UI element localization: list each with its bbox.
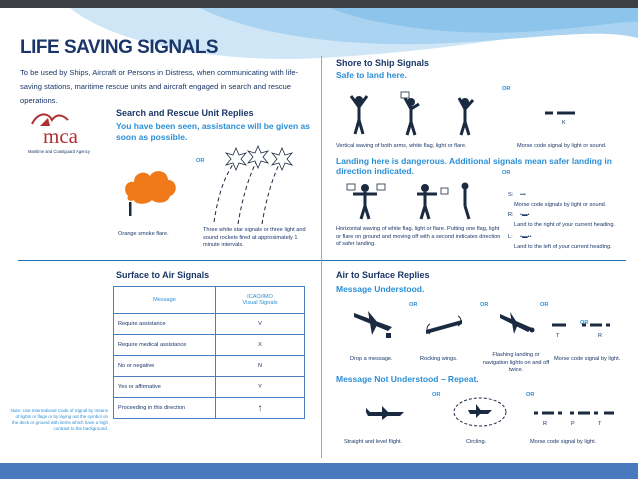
- flashing-lights-plane-icon: [496, 308, 536, 338]
- air-or-4: OR: [580, 320, 589, 326]
- intro-text: To be used by Ships, Aircraft or Persons in Distress, when communicating with life-saving stations, maritime rescue units and aircraft engaged in search and rescue operations.: [20, 68, 299, 105]
- drop-message-plane-icon: [352, 305, 396, 341]
- morse-k-caption: Morse code signal by light or sound.: [517, 143, 607, 149]
- morse-s-label: S:: [508, 192, 514, 198]
- sar-subheading: You have been seen, assistance will be given as soon as possible.: [116, 121, 311, 142]
- safe-heading: Safe to land here.: [336, 70, 407, 80]
- air-or-2: OR: [480, 302, 489, 308]
- section-divider: [18, 260, 626, 261]
- straight-flight-plane-icon: [364, 402, 408, 422]
- row-message: Require medical assistance: [114, 335, 216, 356]
- shore-heading: Shore to Ship Signals: [336, 58, 430, 68]
- star-signals-icon: [206, 146, 296, 226]
- flash-caption: Flashing landing or navigation lights on and off twice.: [482, 352, 550, 373]
- horizontal-waving-icon: [345, 176, 485, 220]
- waving-caption: Vertical waving of both arms, white flag, light or flare.: [336, 143, 467, 149]
- row-signal: ↑: [216, 398, 305, 419]
- air-or-6: OR: [526, 392, 535, 398]
- morse-s-code: •••: [520, 192, 526, 198]
- stars-caption: Three white star signals or three light and sound rockets fired at approximately 1 minute intervals.: [203, 227, 306, 248]
- surface-signals-table: [113, 286, 305, 419]
- circling-caption: Circling.: [466, 439, 487, 445]
- rocking-wings-plane-icon: [422, 312, 466, 338]
- sar-heading: Search and Rescue Unit Replies: [116, 108, 254, 118]
- table-header-row: [114, 287, 305, 314]
- smoke-flare-icon: [120, 160, 180, 220]
- air-or-1: OR: [409, 302, 418, 308]
- morse-r-code: •▬•: [520, 212, 530, 218]
- table-row: [114, 335, 305, 356]
- sar-or: OR: [196, 158, 205, 164]
- bottom-bar: [0, 463, 638, 479]
- rock-caption: Rocking wings.: [420, 356, 458, 362]
- signal-lamp-icon: [545, 105, 575, 121]
- morse2-caption: Morse code signal by light.: [530, 439, 597, 445]
- morse-r-letter: R: [598, 333, 603, 339]
- surface-note: Note: Use International Code of Signal by means of lights or flags or by laying out the symbol on the deck or ground with items which have a high contrast to the background.: [10, 408, 108, 431]
- row-signal: V: [216, 314, 305, 335]
- logo-caption: Maritime and Coastguard Agency: [28, 149, 90, 154]
- column-divider: [321, 56, 322, 458]
- morse1-caption: Morse code signal by light.: [554, 356, 621, 362]
- morse-r-caption: Land to the right of your current heading.: [514, 222, 616, 228]
- air-heading: Air to Surface Replies: [336, 270, 430, 280]
- smoke-caption: Orange smoke flare.: [118, 231, 169, 237]
- table-row: [114, 398, 305, 419]
- understood-heading: Message Understood.: [336, 284, 425, 294]
- circling-plane-icon: [452, 394, 508, 430]
- row-message: Yes or affirmative: [114, 377, 216, 398]
- row-signal: N: [216, 356, 305, 377]
- not-understood-heading: Message Not Understood – Repeat.: [336, 374, 479, 384]
- morse-tr-icon: [552, 322, 612, 328]
- shore-or-2: OR: [502, 170, 511, 176]
- morse-l-code: •▬••: [520, 234, 532, 240]
- col-message-header: Message: [114, 287, 216, 314]
- logo-text: mca: [43, 124, 78, 148]
- shore-or-1: OR: [502, 86, 511, 92]
- rpt-p-letter: P: [571, 421, 575, 427]
- col-icao-header: ICAO/IMO Visual Signals: [216, 287, 305, 314]
- row-signal: X: [216, 335, 305, 356]
- rpt-r-letter: R: [543, 421, 548, 427]
- row-signal: Y: [216, 377, 305, 398]
- dangerous-heading: Landing here is dangerous. Additional signals mean safer landing in direction indicated.: [336, 156, 612, 176]
- row-message: Proceeding in this direction: [114, 398, 216, 419]
- table-row: [114, 314, 305, 335]
- row-message: Require assistance: [114, 314, 216, 335]
- horizontal-caption: Horizontal waving of white flag, light or flare. Putting one flag, light or flare on ground and moving off with a second indicates direction of safer landing.: [336, 226, 501, 247]
- row-message: No or negative: [114, 356, 216, 377]
- table-row: [114, 377, 305, 398]
- surface-heading: Surface to Air Signals: [116, 270, 210, 280]
- morse-rpt-icon: [534, 410, 614, 416]
- morse-t-letter: T: [556, 333, 560, 339]
- straight-caption: Straight and level flight.: [344, 439, 403, 445]
- rpt-t-letter: T: [598, 421, 602, 427]
- top-bar: [0, 0, 638, 8]
- morse-k-label: K: [562, 120, 566, 126]
- morse-l-caption: Land to the left of your current heading.: [514, 244, 612, 250]
- morse-l-label: L:: [508, 234, 513, 240]
- air-or-5: OR: [432, 392, 441, 398]
- drop-caption: Drop a message.: [350, 356, 393, 362]
- air-or-3: OR: [540, 302, 549, 308]
- page-title: LIFE SAVING SIGNALS: [20, 37, 219, 58]
- waving-figures-icon: [345, 92, 485, 136]
- morse-r-label: R:: [508, 212, 514, 218]
- morse-s-caption: Morse code signals by light or sound.: [514, 202, 607, 208]
- table-row: [114, 356, 305, 377]
